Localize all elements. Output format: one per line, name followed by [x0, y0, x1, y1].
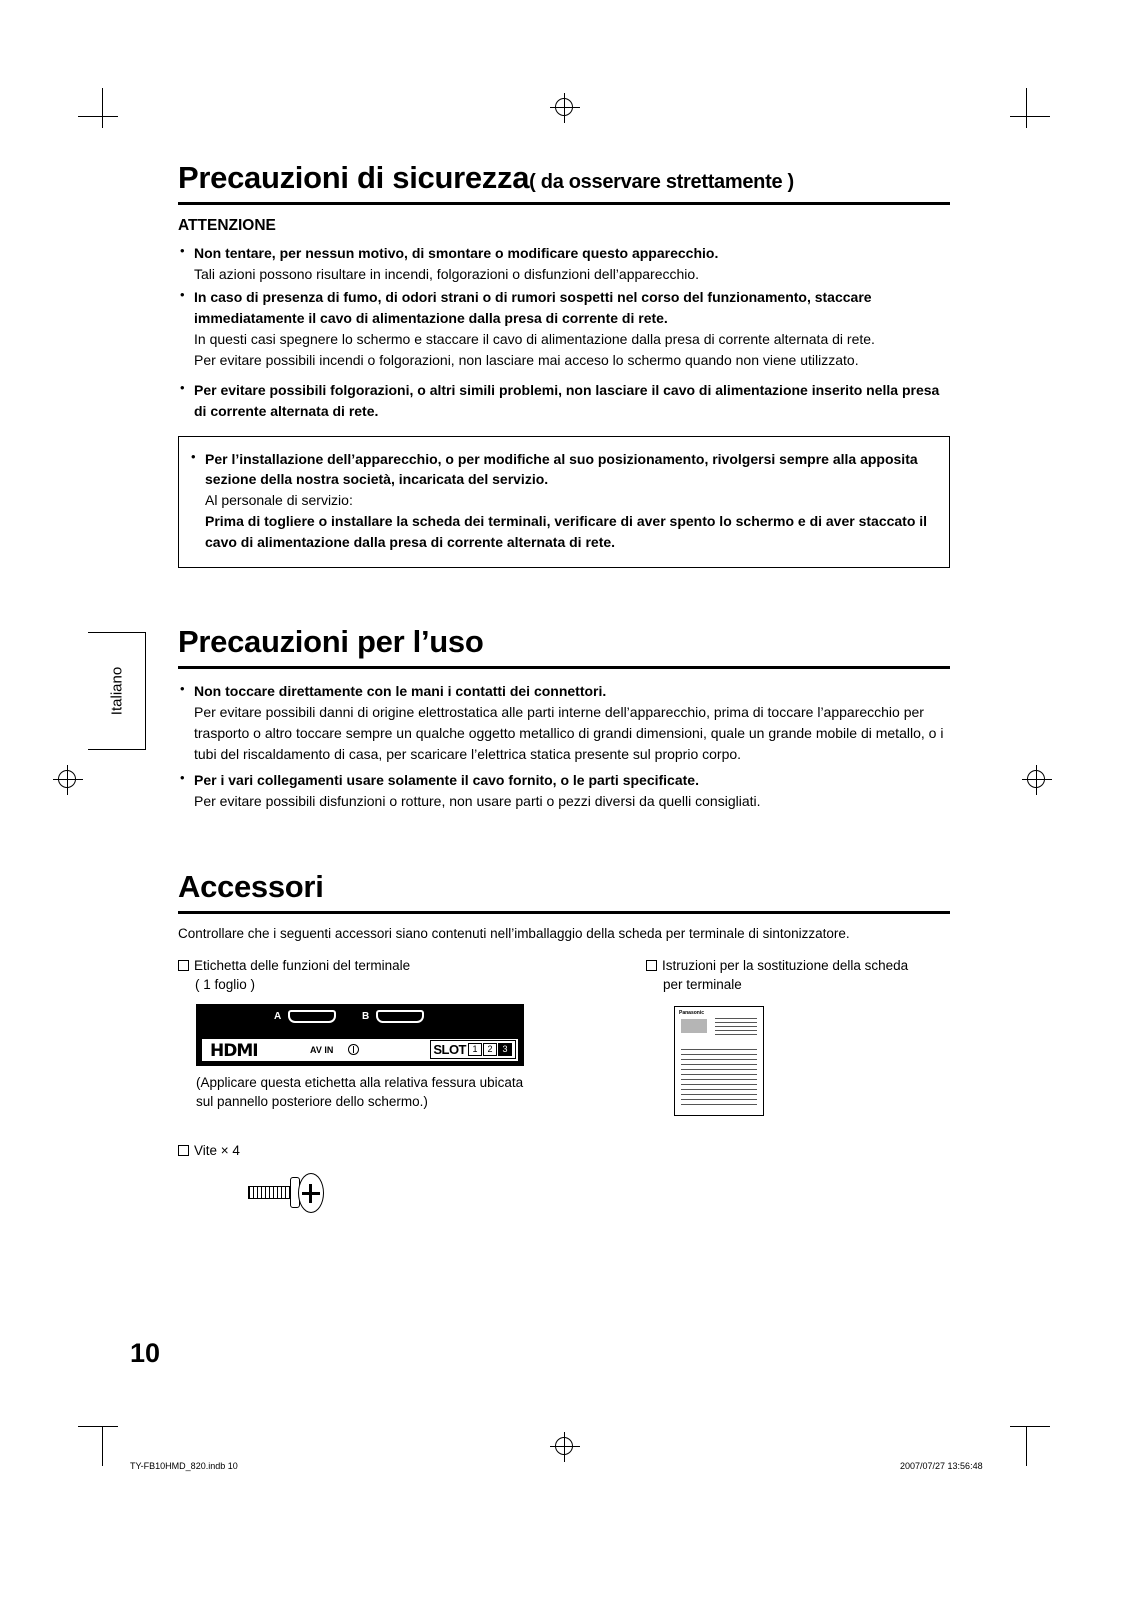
usage-item-2-normal: Per evitare possibili disfunzioni o rotture, non usare parti o pezzi diversi da quelli consigliati. — [194, 792, 761, 809]
usage-item-1-normal: Per evitare possibili danni di origine elettrostatica alle parti interne dell’apparecchio, prima di toccare l’apparecchio per trasporto o altro toccare sempre un qualche oggetto metallico di grandi dimensioni, quale un grande mobile di metallo, o i tubi del riscaldamento di casa, per scaricare l’elettrica statica presente sul proprio corpo. — [194, 704, 944, 762]
terminal-function-label-graphic — [196, 1004, 524, 1066]
safety-title-main: Precauzioni di sicurezza — [178, 160, 530, 195]
crop-mark-bottom-left — [78, 1418, 118, 1458]
slot-number-3: 3 — [498, 1043, 512, 1056]
footer-timestamp: 2007/07/27 13:56:48 — [900, 1461, 983, 1471]
slot-number-2: 2 — [483, 1043, 497, 1056]
checkbox-icon — [178, 960, 189, 971]
accessories-title-rule — [178, 911, 950, 914]
usage-item-2-bold: • Per i vari collegamenti usare solamente il cavo fornito, o le parti specificate. — [194, 772, 699, 789]
safety-item-2-normal2: Per evitare possibili incendi o folgorazioni, non lasciare mai acceso lo schermo quando non viene utilizzato. — [194, 351, 859, 368]
accessory-item-label-3 — [178, 1142, 646, 1161]
usage-item-1-bold: • Non toccare direttamente con le mani i contatti dei connettori. — [194, 683, 607, 700]
accessory-3-text: Vite × 4 — [194, 1143, 240, 1159]
safety-item-1-normal: Tali azioni possono risultare in incendi, folgorazioni o disfunzioni dell’apparecchio. — [194, 265, 700, 282]
list-item — [189, 449, 935, 553]
accessory-1-note: (Applicare questa etichetta alla relativa fessura ubicata sul pannello posteriore dello schermo.) — [196, 1075, 524, 1110]
list-item — [178, 681, 950, 764]
screw-graphic — [248, 1171, 338, 1217]
hdmi-port-a-icon — [288, 1010, 336, 1023]
av-in-label: AV IN — [310, 1045, 334, 1056]
slot-number-1: 1 — [468, 1043, 482, 1056]
accessory-2-text2: per terminale — [663, 976, 742, 992]
list-item — [178, 770, 950, 811]
safety-item-1-bold: • Non tentare, per nessun motivo, di smontare o modificare questo apparecchio. — [194, 245, 719, 261]
checkbox-icon — [646, 960, 657, 971]
page-content — [178, 160, 950, 1217]
crop-mark-top-left — [78, 88, 118, 128]
safety-boxed-note — [178, 436, 950, 569]
safety-subhead: ATTENZIONE — [178, 217, 276, 234]
usage-section-title: Precauzioni per l’uso — [178, 624, 484, 660]
screw-head-icon — [298, 1173, 324, 1213]
safety-title-sub: ( da osservare strettamente ) — [529, 171, 794, 193]
page-number: 10 — [130, 1338, 161, 1368]
registration-mark-right — [1022, 765, 1052, 795]
boxed-bold-1: • Per l’installazione dell’apparecchio, o per modifiche al suo posizionamento, rivolgersi sempre alla apposita sezione della nostra società, incaricata del servizio. — [205, 450, 918, 488]
checkbox-icon — [178, 1145, 189, 1156]
boxed-bold-2: Prima di togliere o installare la scheda dei terminali, verificare di aver spento lo schermo e di aver staccato il cavo di alimentazione dalla presa di corrente alternata di rete. — [205, 512, 928, 550]
accessories-left-column — [178, 957, 646, 1217]
crop-mark-top-right — [1010, 88, 1050, 128]
safety-item-2-normal: In questi casi spegnere lo schermo e staccare il cavo di alimentazione dalla presa di corrente alternata di rete. — [194, 330, 875, 347]
safety-title-rule — [178, 202, 950, 205]
boxed-normal-1: Al personale di servizio: — [205, 492, 353, 509]
hdmi-logo: HDMI — [210, 1041, 258, 1062]
accessories-section-title: Accessori — [178, 868, 324, 904]
accessory-item-label-1 — [178, 957, 646, 995]
language-tab-label: Italiano — [108, 666, 125, 716]
port-a-label: A — [274, 1011, 282, 1023]
footer-file-name: TY-FB10HMD_820.indb 10 — [130, 1461, 238, 1471]
av-in-jack-icon — [348, 1044, 359, 1055]
language-tab — [88, 632, 146, 750]
slot-label: SLOT — [433, 1042, 466, 1058]
instruction-booklet-graphic — [674, 1006, 764, 1116]
usage-list — [178, 681, 950, 811]
safety-item-3-bold: • Per evitare possibili folgorazioni, o altri simili problemi, non lasciare il cavo di alimentazione inserito nella presa di corrente alternata di rete. — [194, 382, 940, 420]
safety-item-2-bold: • In caso di presenza di fumo, di odori strani o di rumori sospetti nel corso del funzionamento, staccare immediatamente il cavo di alimentazione dalla presa di corrente di rete. — [194, 289, 872, 327]
label-graphic-top — [196, 1004, 524, 1034]
accessory-item-label-2 — [646, 957, 946, 995]
booklet-text-lines-bottom — [681, 1049, 757, 1109]
hdmi-port-b-icon — [376, 1010, 424, 1023]
label-graphic-bottom — [202, 1039, 518, 1061]
crop-mark-bottom-right — [1010, 1418, 1050, 1458]
accessories-intro: Controllare che i seguenti accessori siano contenuti nell’imballaggio della scheda per terminale di sintonizzatore. — [178, 925, 850, 941]
safety-boxed-list — [189, 449, 935, 553]
slot-indicator — [430, 1040, 516, 1059]
accessory-1-text2: ( 1 foglio ) — [195, 976, 256, 992]
list-item — [178, 380, 950, 421]
accessories-columns — [178, 957, 950, 1217]
booklet-brand-label: Panasonic — [679, 1010, 705, 1017]
safety-list — [178, 243, 950, 422]
usage-title-rule — [178, 666, 950, 669]
safety-section-title — [178, 160, 950, 202]
list-item — [178, 287, 950, 370]
registration-mark-top — [550, 93, 580, 123]
screw-shaft-icon — [248, 1186, 292, 1199]
accessories-right-column — [646, 957, 946, 1217]
booklet-image-block — [681, 1019, 707, 1033]
booklet-text-lines-top — [715, 1018, 757, 1038]
registration-mark-left — [53, 765, 83, 795]
registration-mark-bottom — [550, 1432, 580, 1462]
accessory-1-text: Etichetta delle funzioni del terminale — [194, 957, 411, 973]
list-item — [178, 243, 950, 284]
accessory-2-text: Istruzioni per la sostituzione della scheda — [662, 957, 909, 973]
port-b-label: B — [362, 1011, 370, 1023]
